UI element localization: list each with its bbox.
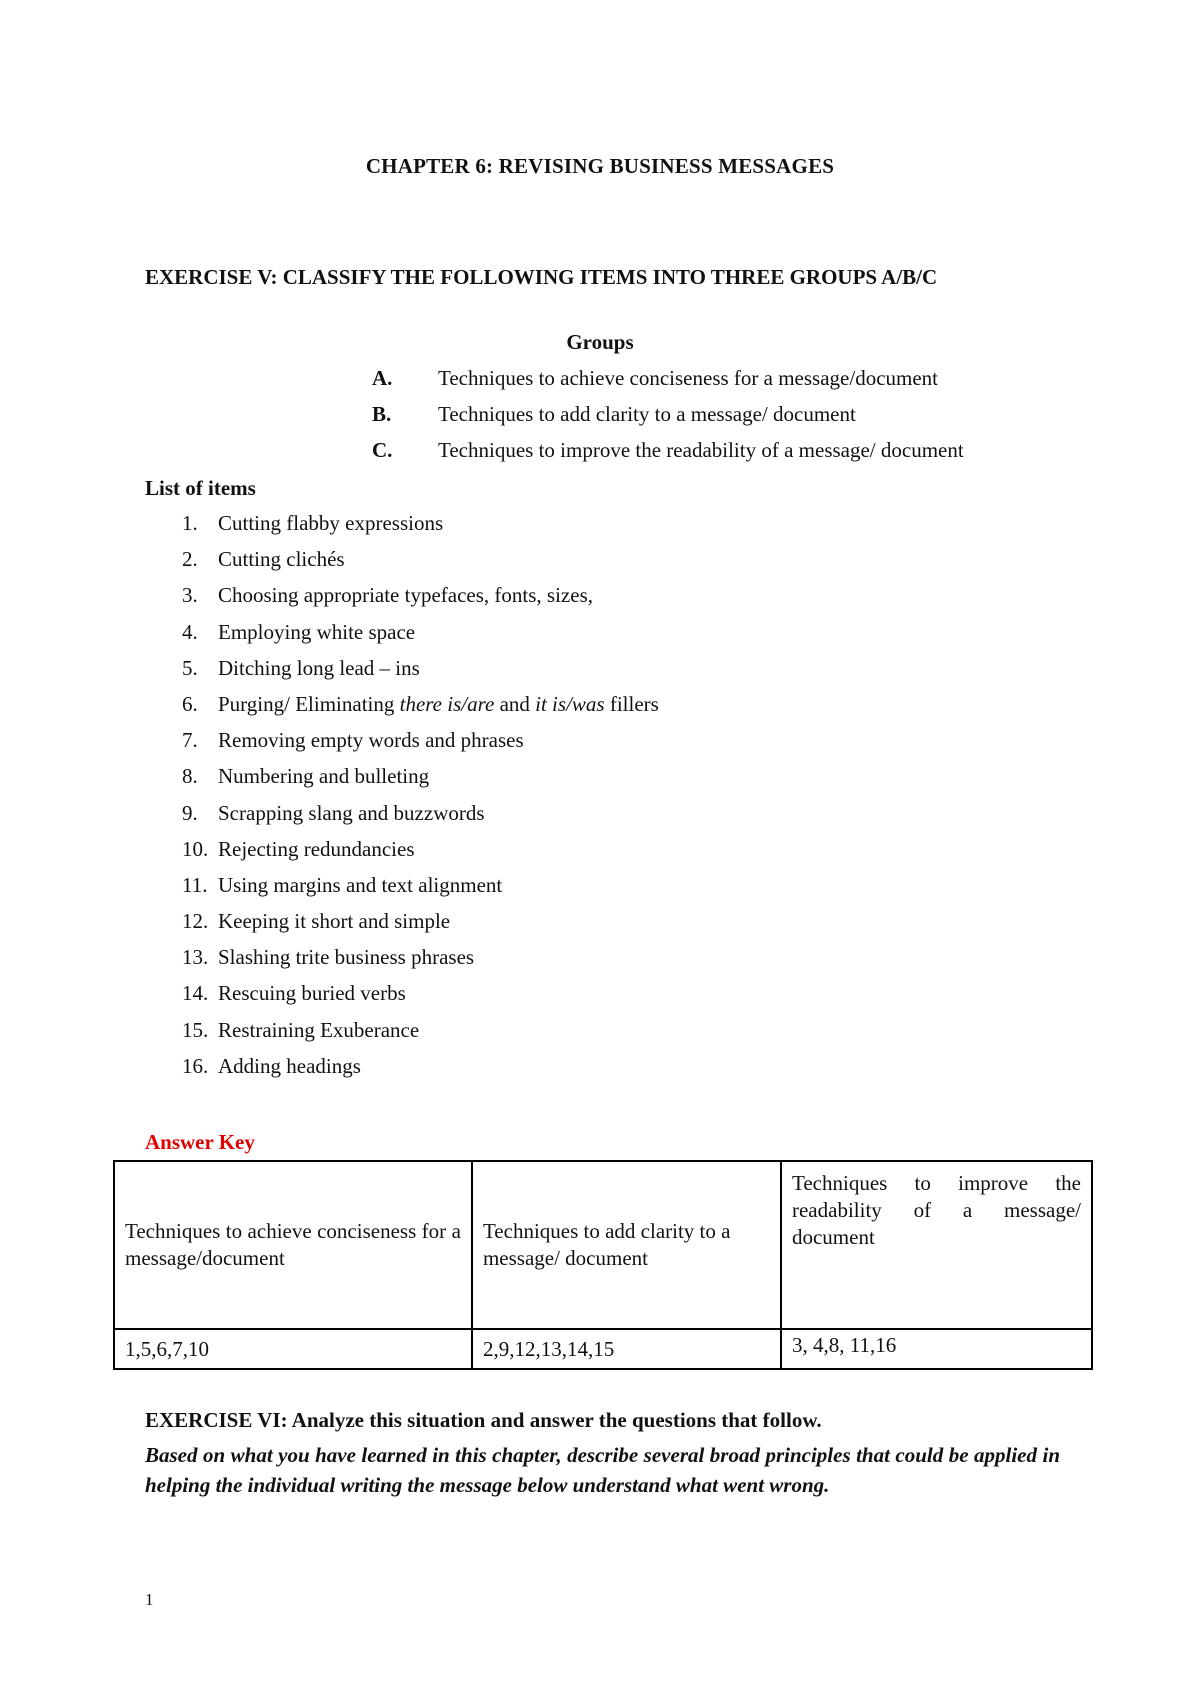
answer-key-label: Answer Key (145, 1130, 255, 1154)
list-item (182, 801, 982, 837)
group-text: Techniques to improve the readability of a message/ document (438, 438, 964, 462)
item-number: 11. (182, 872, 208, 897)
page-number: 1 (145, 1590, 154, 1609)
item-number: 10. (182, 836, 209, 861)
item-number: 15. (182, 1017, 209, 1042)
exercise-6-prompt: Based on what you have learned in this chapter, describe several broad principles that could be applied in helping the individual writing the message below understand what went wrong. (145, 1443, 1060, 1497)
item-number: 14. (182, 981, 209, 1006)
list-item (182, 692, 982, 728)
item-number: 3. (182, 583, 198, 608)
item-text-part: fillers (604, 691, 659, 716)
item-text-part: Purging/ Eliminating (218, 691, 400, 716)
items-list (182, 511, 982, 1090)
group-letter: C. (372, 438, 393, 462)
exercise-5-heading: EXERCISE V: CLASSIFY THE FOLLOWING ITEMS INTO THREE GROUPS A/B/C (145, 265, 938, 289)
item-number: 9. (182, 800, 198, 825)
group-list (372, 366, 1092, 474)
table-header-cell: Techniques to add clarity to a message/ document (472, 1161, 781, 1329)
table-header-cell: Techniques to achieve conciseness for a message/document (114, 1161, 472, 1329)
list-item (182, 837, 982, 873)
item-number: 6. (182, 691, 198, 716)
group-letter: A. (372, 366, 393, 390)
item-number: 1. (182, 511, 198, 535)
item-text: Slashing trite business phrases (218, 945, 475, 970)
item-text: Keeping it short and simple (218, 909, 451, 934)
group-item (372, 402, 1092, 438)
item-text: Adding headings (218, 1053, 361, 1078)
list-item (182, 873, 982, 909)
group-item (372, 438, 1092, 474)
item-text: Cutting flabby expressions (218, 511, 444, 535)
table-cell: 3, 4,8, 11,16 (781, 1329, 1092, 1369)
list-item (182, 1018, 982, 1054)
item-text: Rescuing buried verbs (218, 981, 406, 1006)
list-item (182, 945, 982, 981)
item-text: Restraining Exuberance (218, 1017, 420, 1042)
item-text-part: and (494, 691, 536, 716)
item-text: Employing white space (218, 619, 416, 644)
groups-title: Groups (566, 330, 634, 354)
item-number: 7. (182, 728, 198, 753)
table-row (114, 1329, 1092, 1369)
item-text: Using margins and text alignment (218, 872, 503, 897)
table-cell: 2,9,12,13,14,15 (472, 1329, 781, 1369)
list-item (182, 583, 982, 619)
group-text: Techniques to achieve conciseness for a message/document (438, 366, 939, 390)
item-text: Scrapping slang and buzzwords (218, 800, 485, 825)
group-item (372, 366, 1092, 402)
exercise-6-heading: EXERCISE VI: Analyze this situation and answer the questions that follow. (145, 1408, 822, 1432)
table-header-cell: Techniques to improve the readability of a message/ document (781, 1161, 1092, 1329)
item-number: 8. (182, 764, 198, 789)
item-number: 13. (182, 945, 209, 970)
list-item (182, 511, 982, 547)
item-text: Cutting clichés (218, 547, 345, 572)
item-text: Ditching long lead – ins (218, 655, 420, 680)
item-number: 4. (182, 619, 198, 644)
list-item (182, 620, 982, 656)
answer-key-table (113, 1160, 1093, 1370)
item-text: Choosing appropriate typefaces, fonts, sizes, (218, 583, 593, 608)
group-letter: B. (372, 402, 392, 426)
table-cell: 1,5,6,7,10 (114, 1329, 472, 1369)
item-number: 2. (182, 547, 198, 572)
table-header-row (114, 1161, 1092, 1329)
list-item (182, 728, 982, 764)
list-item (182, 909, 982, 945)
list-item (182, 656, 982, 692)
list-item (182, 1054, 982, 1090)
list-item (182, 764, 982, 800)
list-item (182, 547, 982, 583)
item-text: Removing empty words and phrases (218, 728, 524, 753)
chapter-title: CHAPTER 6: REVISING BUSINESS MESSAGES (365, 154, 835, 178)
item-text-emphasis: it is/was (535, 691, 605, 716)
item-number: 16. (182, 1053, 209, 1078)
item-number: 5. (182, 655, 198, 680)
item-text-emphasis: there is/are (399, 691, 495, 716)
item-number: 12. (182, 909, 209, 934)
item-text: Numbering and bulleting (218, 764, 430, 789)
list-of-items-title: List of items (145, 476, 256, 500)
item-text (218, 692, 659, 728)
item-text: Rejecting redundancies (218, 836, 415, 861)
list-item (182, 981, 982, 1017)
group-text: Techniques to add clarity to a message/ document (438, 402, 856, 426)
